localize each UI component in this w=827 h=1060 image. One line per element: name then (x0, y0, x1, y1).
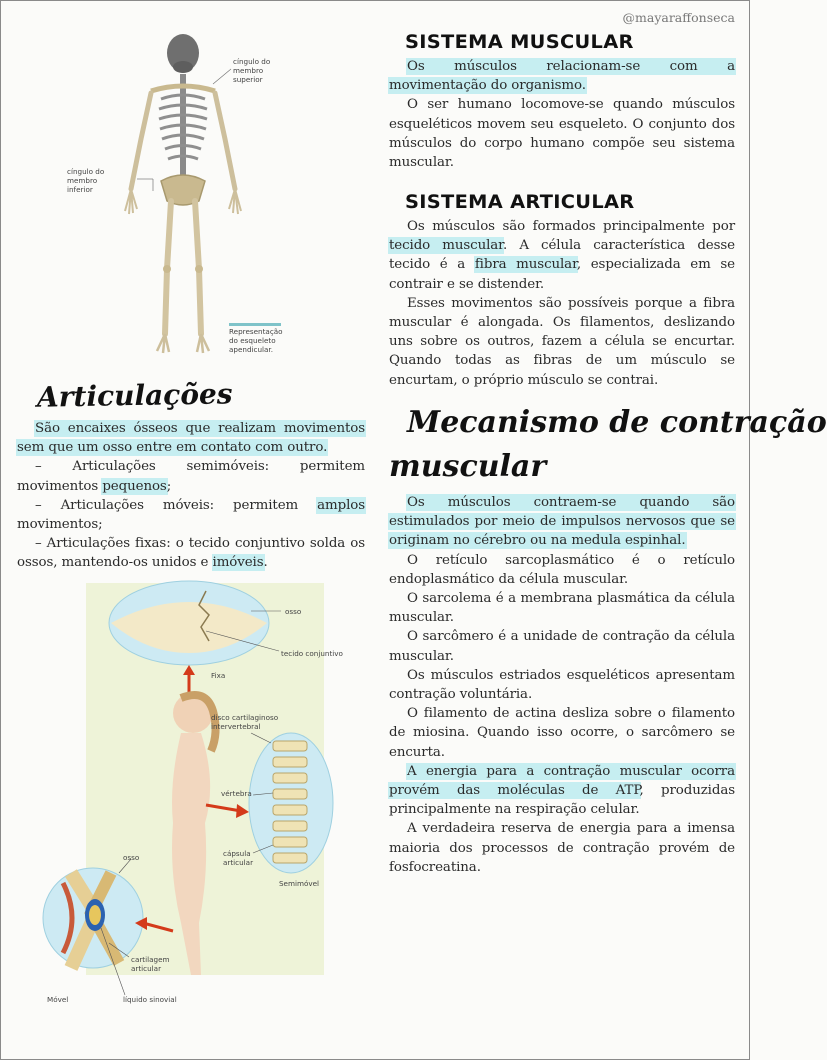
author-handle: @mayaraffonseca (622, 10, 735, 25)
articulacoes-body (17, 419, 365, 573)
label-capsula: cápsula articular (223, 849, 254, 867)
label-upper-girdle: cíngulo do membro superior (233, 57, 271, 84)
mecanismo-p1-highlight: Os músculos contraem-se quando são estimulados por meio de impulsos nervosos que se originam no cérebro ou na medula espinhal. (389, 495, 735, 549)
skeleton-caption: Representação do esqueleto apendicular. (229, 327, 283, 354)
bullet-semimoveis (17, 457, 365, 495)
mecanismo-p4: O sarcômero é a unidade de contração da célula muscular. (389, 629, 735, 664)
articulacoes-intro (17, 419, 365, 457)
articular-body (389, 217, 735, 390)
mecanismo-p5: Os músculos estriados esqueléticos apresentam contração voluntária. (389, 667, 735, 703)
muscular-body (389, 57, 735, 172)
mecanismo-p3: O sarcolema é a membrana plasmática da célula muscular. (389, 591, 735, 626)
label-semimovel: Semimóvel (279, 879, 320, 888)
bullet-fixas-highlight: imóveis (212, 555, 264, 571)
bullet-moveis-end: movimentos; (17, 517, 103, 533)
mecanismo-p7-highlight: A energia para a contração muscular ocorra provém das moléculas de ATP (389, 763, 735, 799)
bullet-moveis-highlight: amplos (317, 497, 365, 513)
label-liquido: líquido sinovial (123, 995, 177, 1004)
muscular-p1-highlight: Os músculos relacionam-se com a movimentação do organismo. (389, 59, 735, 94)
bullet-fixas (17, 534, 365, 572)
bullet-semimoveis-highlight: pequenos (102, 478, 167, 494)
mecanismo-p1 (389, 493, 735, 551)
muscular-p2: O ser humano locomove-se quando músculos esqueléticos movem seu esqueleto. O conjunto dos músculos do corpo humano compõe seu sistema muscular. (389, 97, 735, 171)
muscular-title: SISTEMA MUSCULAR (405, 31, 634, 53)
mecanismo-p7 (389, 762, 735, 820)
label-osso-knee: osso (123, 853, 140, 862)
mecanismo-body (389, 493, 735, 877)
articulacoes-title: Articulações (36, 377, 233, 414)
articular-p1-a: Os músculos são formados principalmente por (407, 219, 735, 234)
bullet-moveis (17, 496, 365, 534)
skeleton-figure (67, 29, 291, 359)
label-osso: osso (285, 607, 302, 616)
joints-illustration (41, 583, 366, 1013)
mecanismo-title-line2: muscular (389, 449, 547, 484)
articulacoes-intro-highlight: São encaixes ósseos que realizam movimentos sem que um osso entre em contato com outro. (17, 421, 365, 456)
bullet-semimoveis-text: – Articulações semimóveis: permitem movimentos (17, 459, 365, 494)
bullet-fixas-text: – Articulações fixas: o tecido conjuntivo solda os ossos, mantendo-os unidos e (17, 536, 365, 571)
label-cartilagem: cartilagem articular (131, 955, 170, 973)
articular-p1-highlight-1: tecido muscular (389, 238, 503, 254)
mecanismo-p8: A verdadeira reserva de energia para a imensa maioria dos processos de contração provém de fosfocreatina. (389, 821, 735, 875)
label-tecido: tecido conjuntivo (281, 649, 343, 658)
mecanismo-p2: O retículo sarcoplasmático é o retículo endoplasmático da célula muscular. (389, 552, 735, 587)
mecanismo-p6: O filamento de actina desliza sobre o filamento de miosina. Quando isso ocorre, o sarcômero se encurta. (389, 706, 735, 760)
label-lower-girdle: cíngulo do membro inferior (67, 167, 105, 194)
label-disco: disco cartilaginoso intervertebral (211, 713, 279, 731)
articular-p1 (389, 217, 735, 294)
articular-title: SISTEMA ARTICULAR (405, 191, 635, 213)
mecanismo-p7-b: , produzidas principalmente na respiração celular. (389, 783, 735, 818)
muscular-p1 (389, 57, 735, 95)
joints-figure (41, 583, 366, 1013)
label-vertebra: vértebra (221, 789, 252, 798)
articular-p1-b: . A célula característica desse tecido é a (389, 238, 735, 273)
bullet-moveis-text: – Articulações móveis: permitem (35, 497, 318, 513)
articular-p2: Esses movimentos são possíveis porque a fibra muscular é alongada. Os filamentos, deslizando uns sobre os outros, fazem a célula se encurtar. Quando todas as fibras de um músculo se encurtam, o próprio músculo se contrai. (389, 295, 735, 388)
articular-p1-highlight-2: fibra muscular (474, 257, 577, 273)
mecanismo-title-line1: Mecanismo de contração (407, 405, 827, 440)
bullet-fixas-end: . (263, 555, 268, 571)
articular-p1-c: , especializada em se contrair e se distender. (389, 257, 735, 292)
label-movel: Móvel (47, 995, 69, 1004)
bullet-semimoveis-end: ; (166, 478, 172, 494)
label-fixa: Fixa (211, 671, 226, 680)
